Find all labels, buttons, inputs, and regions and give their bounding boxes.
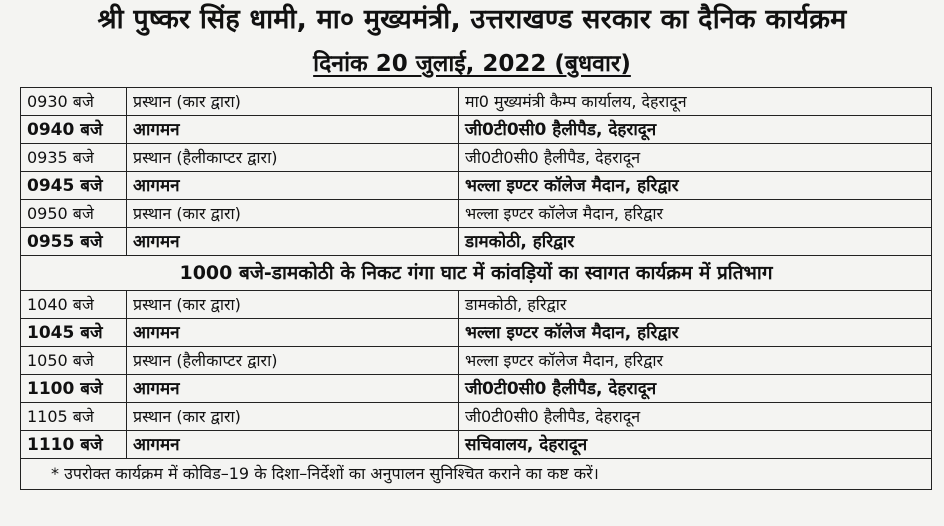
table-row — [21, 347, 932, 375]
activity-cell: प्रस्थान (कार द्वारा) — [127, 200, 459, 228]
table-row — [21, 375, 932, 403]
activity-cell: आगमन — [127, 375, 459, 403]
table-row — [21, 144, 932, 172]
activity-cell: प्रस्थान (हैलीकाप्टर द्वारा) — [127, 144, 459, 172]
note-row — [21, 459, 932, 490]
table-row — [21, 88, 932, 116]
place-cell: डामकोठी, हरिद्वार — [459, 228, 932, 256]
document-title: श्री पुष्कर सिंह धामी, मा० मुख्यमंत्री, उत्तराखण्ड सरकार का दैनिक कार्यक्रम — [97, 4, 847, 35]
time-cell: 0935 बजे — [21, 144, 127, 172]
table-row — [21, 403, 932, 431]
place-cell: भल्ला इण्टर कॉलेज मैदान, हरिद्वार — [459, 347, 932, 375]
place-cell: जी0टी0सी0 हैलीपैड, देहरादून — [459, 144, 932, 172]
time-cell: 0950 बजे — [21, 200, 127, 228]
activity-cell: प्रस्थान (हैलीकाप्टर द्वारा) — [127, 347, 459, 375]
table-row — [21, 319, 932, 347]
time-cell: 1050 बजे — [21, 347, 127, 375]
activity-cell: आगमन — [127, 319, 459, 347]
covid-note: * उपरोक्त कार्यक्रम में कोविड–19 के दिशा–निर्देशों का अनुपालन सुनिश्चित कराने का कष्ट करें। — [21, 459, 932, 490]
table-row — [21, 431, 932, 459]
place-cell: भल्ला इण्टर कॉलेज मैदान, हरिद्वार — [459, 200, 932, 228]
activity-cell: प्रस्थान (कार द्वारा) — [127, 88, 459, 116]
time-cell: 1110 बजे — [21, 431, 127, 459]
time-cell: 1040 बजे — [21, 291, 127, 319]
activity-cell: आगमन — [127, 172, 459, 200]
time-cell: 0940 बजे — [21, 116, 127, 144]
table-row — [21, 200, 932, 228]
schedule-table — [20, 87, 932, 490]
time-cell: 1105 बजे — [21, 403, 127, 431]
activity-cell: प्रस्थान (कार द्वारा) — [127, 403, 459, 431]
table-row — [21, 228, 932, 256]
time-cell: 0930 बजे — [21, 88, 127, 116]
time-cell: 1045 बजे — [21, 319, 127, 347]
time-cell: 1100 बजे — [21, 375, 127, 403]
time-cell: 0955 बजे — [21, 228, 127, 256]
place-cell: जी0टी0सी0 हैलीपैड, देहरादून — [459, 403, 932, 431]
place-cell: भल्ला इण्टर कॉलेज मैदान, हरिद्वार — [459, 172, 932, 200]
place-cell: भल्ला इण्टर कॉलेज मैदान, हरिद्वार — [459, 319, 932, 347]
place-cell: मा0 मुख्यमंत्री कैम्प कार्यालय, देहरादून — [459, 88, 932, 116]
event-row — [21, 256, 932, 291]
activity-cell: आगमन — [127, 431, 459, 459]
activity-cell: आगमन — [127, 228, 459, 256]
activity-cell: प्रस्थान (कार द्वारा) — [127, 291, 459, 319]
table-row — [21, 291, 932, 319]
table-row — [21, 116, 932, 144]
table-row — [21, 172, 932, 200]
place-cell: सचिवालय, देहरादून — [459, 431, 932, 459]
place-cell: जी0टी0सी0 हैलीपैड, देहरादून — [459, 116, 932, 144]
activity-cell: आगमन — [127, 116, 459, 144]
event-line: 1000 बजे-डामकोठी के निकट गंगा घाट में कांवड़ियों का स्वागत कार्यक्रम में प्रतिभाग — [21, 256, 932, 291]
time-cell: 0945 बजे — [21, 172, 127, 200]
cropped-text-line — [20, 516, 932, 526]
place-cell: जी0टी0सी0 हैलीपैड, देहरादून — [459, 375, 932, 403]
date-line: दिनांक 20 जुलाई, 2022 (बुधवार) — [313, 51, 631, 77]
place-cell: डामकोठी, हरिद्वार — [459, 291, 932, 319]
